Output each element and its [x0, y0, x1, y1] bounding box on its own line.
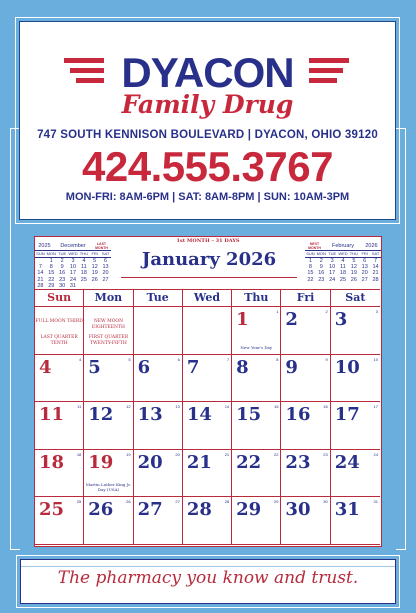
day-cell: [331, 307, 380, 355]
day-number: 29: [236, 499, 262, 520]
mini-prev-weekday: MON: [46, 251, 56, 256]
mini-prev-day: 2: [60, 258, 64, 264]
day-number: 18: [39, 451, 65, 473]
day-cell: [331, 402, 380, 450]
julian-day: 30: [323, 499, 328, 504]
mini-prev-day: 27: [102, 276, 109, 283]
day-number: 4: [39, 356, 52, 378]
day-number: 14: [186, 404, 212, 425]
mini-next-day: 28: [372, 276, 379, 283]
mini-prev-day: 17: [69, 270, 77, 277]
day-cell: [183, 450, 232, 498]
day-cell: [232, 355, 281, 403]
mini-next-day: 19: [350, 270, 357, 277]
mini-prev-weekday: SUN: [36, 251, 45, 256]
mini-prev-day: 8: [49, 264, 53, 271]
mini-prev-day: 19: [91, 270, 98, 277]
mini-next-weekday: THU: [349, 251, 358, 256]
mini-next-weekday: SUN: [306, 251, 315, 256]
mini-prev-tag: LAST MONTH: [95, 241, 108, 250]
mini-prev-day: 12: [91, 264, 98, 271]
julian-day: 15: [273, 404, 279, 409]
day-cell: [84, 497, 133, 545]
mini-prev-weekday: TUE: [58, 251, 67, 256]
weekday-fri: Fri: [281, 290, 330, 306]
mini-next-day: 10: [329, 264, 336, 271]
day-cell: [35, 402, 84, 450]
mini-calendar-next: [305, 241, 381, 283]
mini-prev-weekday: FRI: [91, 251, 98, 256]
mini-next-day: 26: [350, 276, 357, 283]
julian-day: 9: [325, 356, 328, 362]
mini-next-weekday: WED: [338, 251, 348, 256]
day-cell: [134, 307, 183, 355]
julian-day: 10: [373, 356, 378, 362]
julian-day: 5: [128, 356, 131, 362]
day-number: 13: [137, 404, 163, 425]
mini-next-day: 17: [329, 270, 336, 277]
weekday-thu: Thu: [232, 290, 281, 306]
day-number: 1: [236, 309, 249, 330]
day-number: 30: [285, 499, 311, 520]
mini-prev-day: 5: [93, 258, 97, 264]
day-number: 8: [236, 356, 249, 378]
header-panel: [19, 21, 396, 220]
day-number: 7: [186, 356, 200, 378]
day-cell: [331, 497, 380, 545]
day-cell: [281, 402, 330, 450]
julian-day: 19: [126, 451, 131, 457]
day-cell: [35, 450, 84, 498]
mini-next-tag: NEXT MONTH: [308, 241, 321, 250]
day-number: 24: [334, 451, 360, 473]
footer-stripe: [21, 560, 395, 567]
julian-day: 11: [77, 404, 82, 409]
store-hours: MON-FRI: 8AM-6PM | SAT: 8AM-8PM | SUN: 10AM-3PM: [65, 191, 350, 203]
julian-day: 31: [373, 499, 378, 504]
mini-next-day: 27: [361, 276, 368, 283]
weekday-mon: Mon: [84, 290, 133, 306]
mini-prev-day: 28: [37, 282, 44, 289]
mini-next-day: 4: [341, 258, 345, 264]
mini-prev-day: 21: [37, 276, 44, 283]
day-number: 28: [186, 499, 212, 520]
month-grid: [35, 289, 380, 545]
mini-next-weekdays: [305, 251, 381, 258]
day-cell: [84, 355, 133, 403]
day-number: 15: [236, 404, 262, 425]
julian-day: 27: [175, 499, 180, 504]
mini-prev-day: 9: [60, 264, 64, 271]
mini-next-day: 21: [372, 270, 379, 277]
phone-number: 424.555.3767: [82, 143, 333, 190]
mini-prev-day: 16: [59, 270, 66, 277]
mini-next-day: 7: [374, 258, 378, 264]
weekday-sun: Sun: [35, 290, 84, 306]
mini-prev-day: 30: [59, 282, 66, 289]
julian-day: 24: [373, 451, 378, 457]
day-cell: [281, 355, 330, 403]
day-cell: [134, 355, 183, 403]
julian-day: 18: [76, 451, 82, 457]
day-number: 3: [334, 309, 348, 330]
mini-prev-day: 14: [37, 270, 44, 277]
calendar-page: [34, 236, 382, 547]
day-number: 27: [137, 499, 163, 520]
mini-prev-day: 1: [49, 258, 53, 264]
mini-prev-day: 26: [91, 276, 98, 283]
day-cell: [134, 497, 183, 545]
julian-day: 17: [373, 404, 378, 409]
brand-logo: DYACON: [121, 49, 294, 96]
julian-day: 12: [126, 404, 131, 409]
mini-next-day: 1: [308, 258, 312, 264]
julian-day: 21: [224, 451, 230, 457]
julian-day: 8: [276, 356, 279, 362]
mini-prev-day: 24: [69, 276, 77, 283]
holiday-label: New Year's Day: [240, 344, 273, 350]
julian-day: 4: [79, 356, 82, 362]
mini-next-weekday: SAT: [371, 251, 380, 256]
mini-prev-day: 31: [69, 282, 77, 289]
day-number: 31: [334, 499, 360, 520]
mini-prev-day: 25: [80, 276, 87, 283]
mini-next-day: 13: [361, 264, 368, 271]
day-number: 9: [285, 356, 298, 378]
moon-phase-note: FIRST QUARTER TWENTY-FIFTH: [88, 335, 129, 346]
julian-day: 14: [224, 404, 230, 409]
mini-prev-month: December: [60, 242, 86, 249]
day-number: 25: [39, 499, 65, 520]
julian-day: 6: [177, 356, 180, 362]
day-cell: [35, 497, 84, 545]
julian-day: 3: [375, 309, 378, 314]
mini-prev-weekday: SAT: [101, 251, 110, 256]
day-number: 6: [137, 356, 151, 378]
day-cell: [281, 307, 330, 355]
mini-next-day: 11: [340, 264, 346, 271]
day-cell: [134, 402, 183, 450]
weekday-sat: Sat: [345, 291, 366, 304]
day-cell: [281, 450, 330, 498]
day-number: 19: [88, 451, 114, 473]
day-number: 11: [39, 404, 65, 425]
mini-prev-day: 11: [80, 264, 87, 271]
day-number: 26: [88, 499, 114, 520]
mini-calendar-previous: [35, 241, 111, 289]
mini-next-day: 5: [352, 258, 356, 264]
day-number: 5: [88, 356, 101, 378]
mini-prev-day: 4: [82, 258, 86, 264]
mini-prev-weekday: THU: [79, 251, 88, 256]
day-cell: [84, 307, 133, 355]
mini-prev-weekdays: [35, 251, 111, 258]
mini-next-year: 2026: [365, 242, 378, 249]
mini-next-day: 20: [361, 270, 368, 277]
day-cell: [232, 497, 281, 545]
mini-next-day: 15: [307, 270, 314, 277]
weekday-tue: Tue: [134, 290, 183, 306]
weekday-wed: Wed: [183, 290, 232, 306]
mini-prev-year: 2025: [38, 242, 51, 249]
julian-day: 29: [273, 499, 279, 504]
julian-day: 1: [276, 309, 279, 314]
julian-day: 13: [175, 404, 180, 409]
day-number: 20: [137, 451, 163, 473]
weeks-grid: [35, 307, 380, 545]
mini-next-day: 6: [363, 258, 367, 264]
day-cell: [331, 355, 380, 403]
day-cell: [35, 355, 84, 403]
mini-next-day: 3: [330, 258, 334, 264]
moon-phase-note: LAST QUARTER TENTH: [40, 335, 78, 346]
brand-subtitle: Family Drug: [121, 90, 294, 119]
julian-day: 2: [325, 309, 328, 314]
mini-next-grid: [305, 258, 381, 283]
julian-day: 25: [76, 499, 82, 504]
julian-day: 20: [175, 451, 180, 457]
mini-prev-day: 20: [102, 270, 109, 277]
day-cell: [134, 450, 183, 498]
mini-next-weekday: TUE: [328, 251, 337, 256]
day-cell: [183, 355, 232, 403]
month-title-rule: [121, 277, 297, 278]
mini-next-weekday: FRI: [361, 251, 368, 256]
weekday-header-row: [35, 289, 380, 307]
day-cell: [183, 402, 232, 450]
day-cell: [232, 402, 281, 450]
day-cell: [232, 307, 281, 355]
mini-next-day: 25: [339, 276, 347, 283]
day-number: 16: [285, 404, 311, 425]
mini-prev-weekday: WED: [68, 251, 78, 256]
julian-day: 22: [273, 451, 279, 457]
mini-prev-grid: [35, 258, 111, 289]
day-number: 17: [334, 404, 360, 425]
mini-next-day: 23: [318, 276, 325, 283]
day-number: 22: [236, 451, 262, 473]
day-cell: [35, 307, 84, 355]
day-number: 21: [186, 451, 212, 473]
day-cell: [183, 497, 232, 545]
mini-next-day: 24: [329, 276, 336, 283]
julian-day: 23: [323, 451, 328, 457]
month-length-note: 1st MONTH – 31 DAYS: [176, 238, 240, 244]
moon-phase-note: NEW MOON EIGHTEENTH: [91, 319, 125, 330]
day-cell: [232, 450, 281, 498]
month-title: January 2026: [141, 249, 277, 270]
day-number: 10: [334, 356, 360, 378]
day-cell: [84, 450, 133, 498]
julian-day: 26: [126, 499, 131, 504]
mini-next-day: 8: [308, 264, 312, 271]
mini-prev-day: 7: [38, 264, 42, 271]
mini-next-day: 16: [318, 270, 325, 277]
day-cell: [331, 450, 380, 498]
mini-prev-day: 23: [59, 276, 66, 283]
mini-prev-day: 3: [71, 258, 75, 264]
day-cell: [84, 402, 133, 450]
store-address: 747 SOUTH KENNISON BOULEVARD | DYACON, OHIO 39120: [37, 129, 378, 141]
julian-day: 7: [226, 356, 230, 362]
mini-next-day: 14: [372, 264, 379, 271]
day-number: 2: [285, 309, 298, 330]
mini-next-day: 2: [319, 258, 323, 264]
mini-next-day: 9: [319, 264, 323, 271]
mini-next-day: 22: [307, 276, 314, 283]
mini-next-day: 18: [339, 270, 347, 277]
day-cell: [183, 307, 232, 355]
mini-next-month: February: [331, 242, 354, 249]
mini-next-day: 12: [350, 264, 357, 271]
mini-prev-day: 15: [48, 270, 55, 277]
mini-prev-day: 6: [104, 258, 108, 264]
julian-day: 28: [224, 499, 230, 504]
day-number: 12: [88, 404, 114, 425]
moon-phase-note: FULL MOON THIRD: [35, 319, 83, 324]
footer-panel: [20, 559, 396, 604]
tagline: The pharmacy you know and trust.: [57, 568, 359, 588]
mini-prev-day: 29: [48, 282, 55, 289]
day-number: 23: [285, 451, 311, 473]
julian-day: 16: [323, 404, 328, 409]
mini-prev-day: 10: [69, 264, 77, 271]
day-cell: [281, 497, 330, 545]
mini-prev-day: 22: [48, 276, 55, 283]
mini-next-weekday: MON: [316, 251, 326, 256]
mini-prev-day: 13: [102, 264, 109, 271]
holiday-label: Martin Luther King Jr. Day (USA): [85, 482, 131, 492]
mini-prev-day: 18: [80, 270, 87, 277]
